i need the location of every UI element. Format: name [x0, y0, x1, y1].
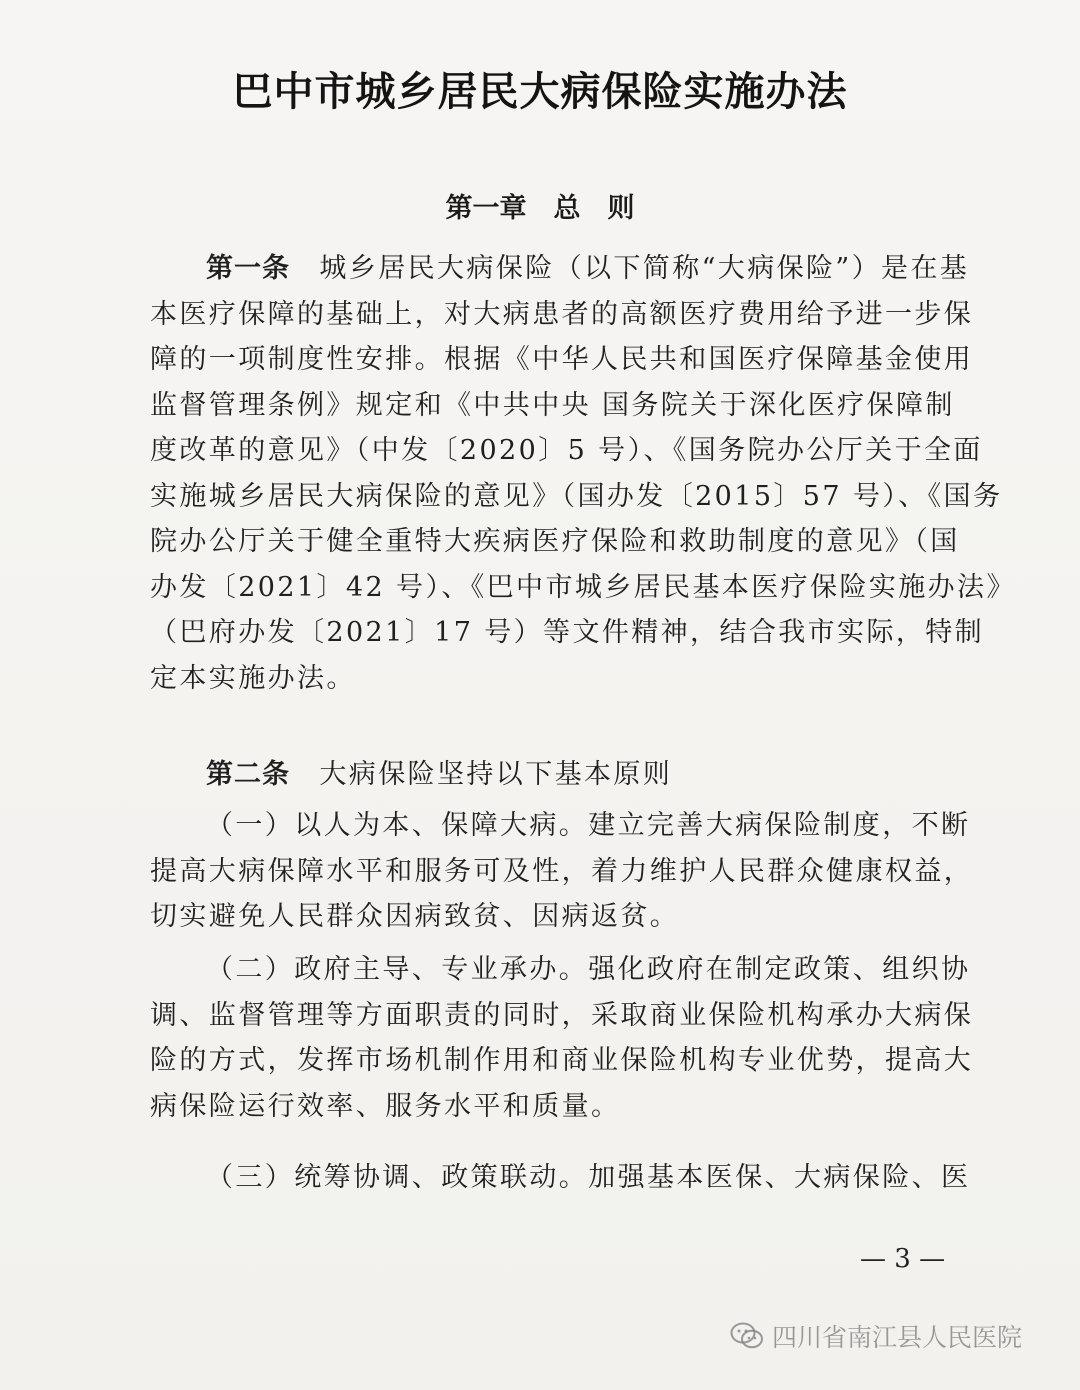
article-1 [150, 246, 1016, 701]
article-2 [150, 752, 950, 798]
article-1-line: 院办公厅关于健全重特大疾病医疗保险和救助制度的意见》（国 [150, 526, 960, 557]
principle-1-line: 提高大病保障水平和服务可及性，着力维护人民群众健康权益， [150, 855, 974, 887]
principle-1-line: 切实避免人民群众因病致贫、因病返贫。 [150, 901, 680, 932]
principle-3 [150, 1155, 971, 1201]
principle-2 [150, 947, 974, 1129]
principle-1 [150, 803, 974, 940]
article-1-line: 实施城乡居民大病保险的意见》（国办发〔2015〕57 号）、《国务 [150, 480, 1003, 512]
document-title: 巴中市城乡居民大病保险实施办法 [232, 69, 848, 115]
principle-3-line: （三）统筹协调、政策联动。加强基本医保、大病保险、医 [206, 1162, 971, 1193]
article-1-line: 本医疗保障的基础上，对大病患者的高额医疗费用给予进一步保 [150, 298, 974, 330]
article-1-line: 监督管理条例》规定和《中共中央 国务院关于深化医疗保障制 [150, 389, 955, 421]
article-1-line: 第一条 城乡居民大病保险（以下简称“大病保险”）是在基 [206, 253, 970, 284]
page-number: — 3 — [860, 1244, 946, 1274]
principle-2-line: 险的方式，发挥市场机制作用和商业保险机构专业优势，提高大 [150, 1045, 974, 1076]
article-2-line: 第二条 大病保险坚持以下基本原则 [206, 759, 673, 790]
article-1-label: 第一条 [206, 253, 290, 284]
article-1-line: 办发〔2021〕42 号）、《巴中市城乡居民基本医疗保险实施办法》 [150, 571, 1016, 603]
article-1-line: 度改革的意见》（中发〔2020〕5 号）、《国务院办公厅关于全面 [150, 435, 983, 466]
article-1-line: 定本实施办法。 [150, 662, 356, 694]
principle-2-line: 调、监督管理等方面职责的同时，采取商业保险机构承办大病保 [150, 999, 974, 1031]
article-2-label: 第二条 [206, 759, 290, 790]
principle-2-line: （二）政府主导、专业承办。强化政府在制定政策、组织协 [206, 954, 971, 985]
watermark [730, 1318, 1022, 1354]
article-1-line: 障的一项制度性安排。根据《中华人民共和国医疗保障基金使用 [150, 344, 974, 375]
principle-1-line: （一）以人为本、保障大病。建立完善大病保险制度，不断 [206, 810, 971, 841]
principle-2-line: 病保险运行效率、服务水平和质量。 [150, 1090, 621, 1122]
article-1-line: （巴府办发〔2021〕17 号）等文件精神，结合我市实际，特制 [150, 617, 985, 648]
chapter-title: 第一章 总 则 [445, 193, 635, 224]
wechat-icon [730, 1322, 764, 1350]
watermark-text: 四川省南江县人民医院 [772, 1323, 1023, 1352]
